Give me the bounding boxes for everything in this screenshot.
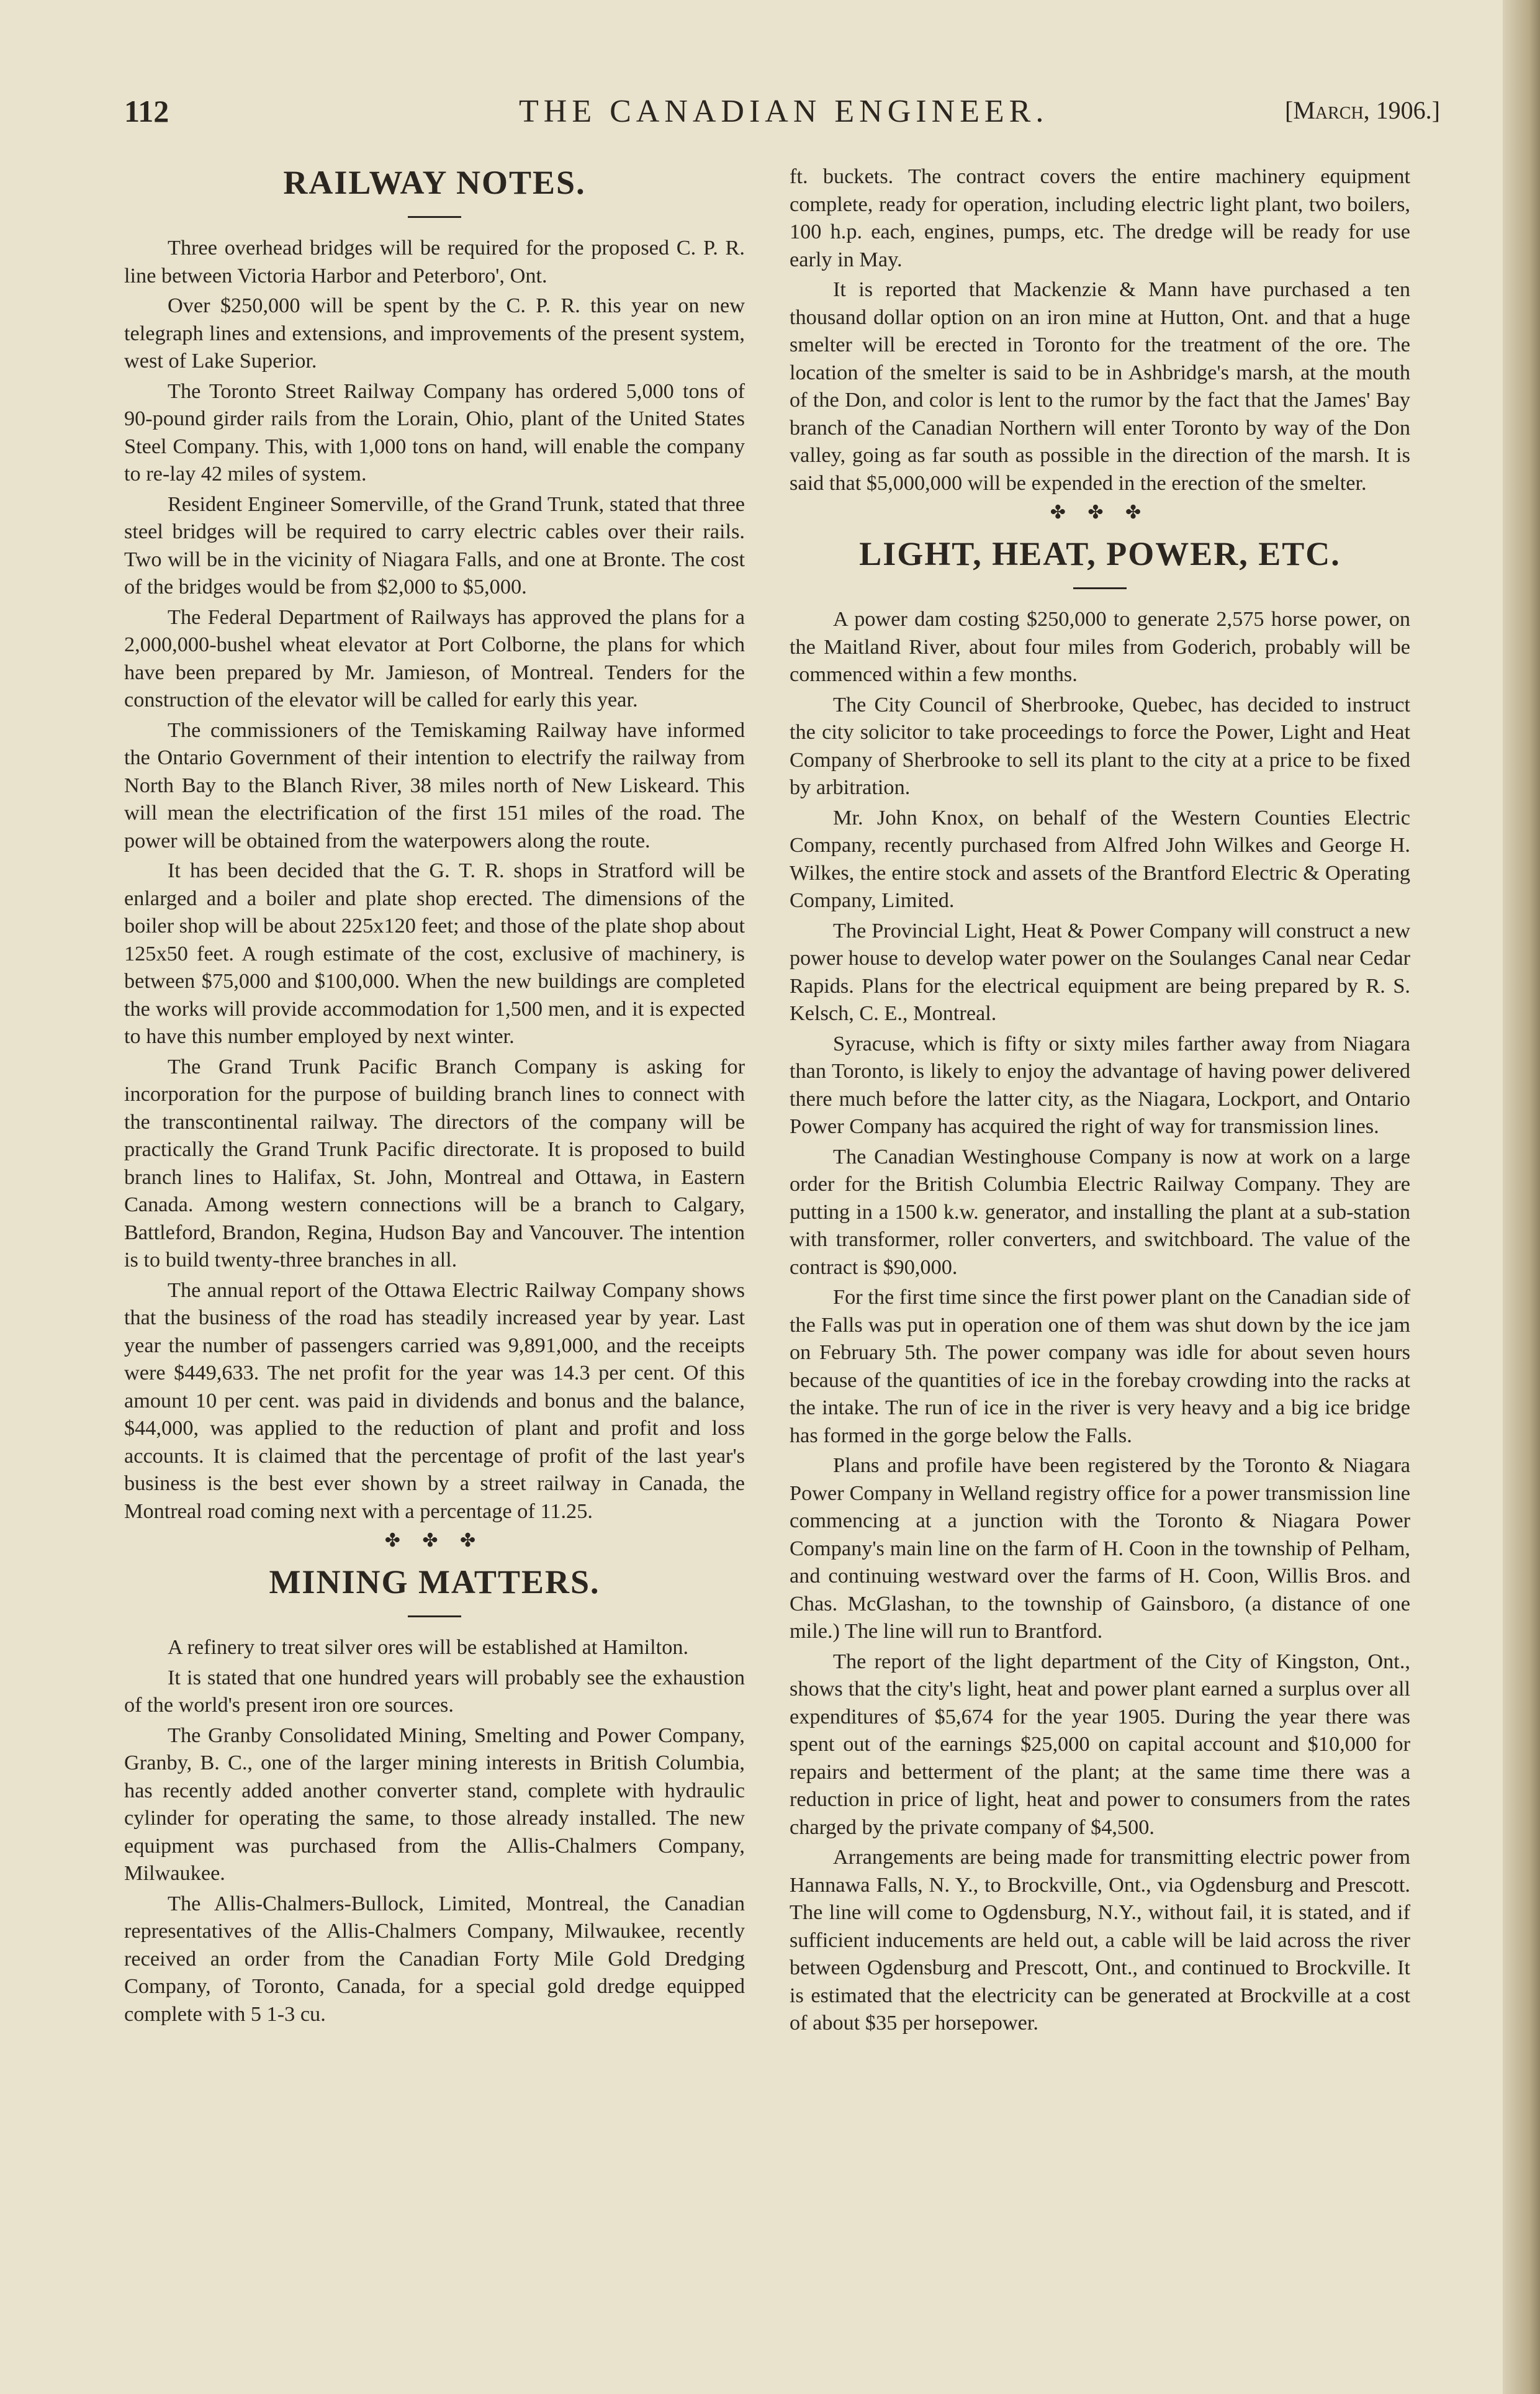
title-rule: [1073, 587, 1127, 589]
light-paragraph: Plans and profile have been registered by the Toronto & Niagara Power Company in Welland registry office for a power transmission line commencing at a junction with the Toronto & Niagara Power Company's main line on the farm of H. Coon in the township of Pelham, and continuing westward over the farms of H. Coon, Willis Bros. and Chas. McGlashan, to the township of Gainsboro, (a distance of one mile.) The line will run to Brantford.: [790, 1453, 1410, 1643]
railway-paragraph: The Toronto Street Railway Company has ordered 5,000 tons of 90-pound girder rails from the Lorain, Ohio, plant of the United States Steel Company. This, with 1,000 tons on hand, will enable the company to re-lay 42 miles of system.: [124, 379, 745, 486]
railway-paragraph: The commissioners of the Temiskaming Railway have informed the Ontario Government of their intention to electrify the railway from North Bay to the Blanch River, 38 miles north of New Liskeard. This will mean the electrification of the first 151 miles of the road. The power will be obtained from the waterpowers along the route.: [124, 718, 745, 852]
mining-paragraph: It is stated that one hundred years will probably see the exhaustion of the world's present iron ore sources.: [124, 1665, 745, 1717]
railway-paragraph: Resident Engineer Somerville, of the Grand Trunk, stated that three steel bridges will be required to carry electric cables over their rails. Two will be in the vicinity of Niagara Falls, and one at Bronte. The cost of the bridges would be from $2,000 to $5,000.: [124, 492, 745, 598]
light-paragraph: Mr. John Knox, on behalf of the Western Counties Electric Company, recently purchased from Alfred John Wilkes and George H. Wilkes, the entire stock and assets of the Brantford Electric & Operating Company, Limited.: [790, 805, 1410, 912]
title-rule: [408, 1615, 461, 1617]
mining-paragraph: The Granby Consolidated Mining, Smelting and Power Company, Granby, B. C., one of the larger mining interests in British Columbia, has recently added another converter stand, complete with hydraulic cylinder for operating the same, to those already installed. The new equipment was purchased from the Allis-Chalmers Company, Milwaukee.: [124, 1723, 745, 1885]
light-paragraph: The report of the light department of the City of Kingston, Ont., shows that the city's light, heat and power plant earned a surplus over all expenditures of $5,674 for the year 1905. During the year there was spent out of the earnings $25,000 on capital account and $10,000 for repairs and betterment of the plant; at the same time there was a reduction in price of light, heat and power to consumers from the rates charged by the private company of $4,500.: [790, 1649, 1410, 1839]
mining-continuation-paragraph: ft. buckets. The contract covers the entire machinery equipment complete, ready for operation, including electric light plant, two boilers, 100 h.p. each, engines, pumps, etc. The dredge will be ready for use early in May.: [790, 165, 1410, 271]
railway-paragraph: Over $250,000 will be spent by the C. P. R. this year on new telegraph lines and extensions, and improvements of the present system, west of Lake Superior.: [124, 294, 745, 373]
page-number: 112: [124, 94, 169, 129]
railway-paragraph: Three overhead bridges will be required for the proposed C. P. R. line between Victoria Harbor and Peterboro', Ont.: [124, 236, 745, 287]
page-edge-shadow: [1503, 0, 1540, 2394]
railway-paragraph: The annual report of the Ottawa Electric Railway Company shows that the business of the road has steadily increased year by year. Last year the number of passengers carried was 9,891,000, and the receipts were $449,633. The net profit for the year was 14.3 per cent. Of this amount 10 per cent. was paid in dividends and bonus and the balance, $44,000, was applied to the reduction of plant and profit and loss accounts. It is claimed that the percentage of profit of the last year's business is the best ever shown by a street railway in Canada, the Montreal road coming next with a percentage of 11.25.: [124, 1278, 745, 1523]
light-paragraph: For the first time since the first power plant on the Canadian side of the Falls was put in operation one of them was shut down by the ice jam on February 5th. The power company was idle for about seven hours because of the quantities of ice in the forebay crowding into the racks at the intake. The run of ice in the river is very heavy and a big ice bridge has formed in the gorge below the Falls.: [790, 1285, 1410, 1447]
section-ornament: ✤ ✤ ✤: [1050, 502, 1150, 523]
light-paragraph: Arrangements are being made for transmitting electric power from Hannawa Falls, N. Y., to Brockville, Ont., via Ogdensburg and Prescott. The line will come to Ogdensburg, N.Y., without fail, it is stated, and if sufficient inducements are held out, a cable will be laid across the river between Ogdensburg and Prescott, Ont., and continued to Brockville. It is estimated that the electricity can be generated at Brockville at a cost of about $35 per horsepower.: [790, 1845, 1410, 2035]
mining-paragraph: A refinery to treat silver ores will be established at Hamilton.: [168, 1635, 689, 1659]
issue-date: [March, 1906.]: [1285, 96, 1440, 124]
left-column: [124, 163, 745, 2030]
title-rule: [408, 216, 461, 218]
journal-title: THE CANADIAN ENGINEER.: [519, 94, 1049, 129]
right-column: [790, 163, 1410, 2039]
mining-paragraph: It is reported that Mackenzie & Mann have purchased a ten thousand dollar option on an iron mine at Hutton, Ont. and that a huge smelter will be erected in Toronto for the treatment of the ore. The location of the smelter is said to be in Ashbridge's marsh, at the mouth of the Don, and color is lent to the rumor by the fact that the James' Bay branch of the Canadian Northern will enter Toronto by way of the Don valley, going as far south as possible in the direction of the marsh. It is said that $5,000,000 will be expended in the erection of the smelter.: [790, 278, 1410, 495]
light-paragraph: The Canadian Westinghouse Company is now at work on a large order for the British Columbia Electric Railway Company. They are putting in a 1500 k.w. generator, and installing the plant at a sub-station with transformer, roller converters, and switchboard. The value of the contract is $90,000.: [790, 1144, 1410, 1279]
page-header: [124, 93, 1440, 143]
light-paragraph: Syracuse, which is fifty or sixty miles farther away from Niagara than Toronto, is likely to enjoy the advantage of having power delivered there much before the latter city, as the Niagara, Lockport, and Ontario Power Company has acquired the right of way for transmission lines.: [790, 1031, 1410, 1138]
section-title-railway-notes: RAILWAY NOTES.: [283, 164, 586, 201]
section-title-light-heat-power: LIGHT, HEAT, POWER, ETC.: [859, 535, 1341, 572]
railway-paragraph: The Grand Trunk Pacific Branch Company is asking for incorporation for the purpose of building branch lines to connect with the transcontinental railway. The directors of the company will be practically the Grand Trunk Pacific directorate. It is proposed to build branch lines to Halifax, St. John, Montreal and Ottawa, in Eastern Canada. Among western connections will be a branch to Calgary, Battleford, Brandon, Regina, Hudson Bay and Vancouver. The intention is to build twenty-three branches in all.: [124, 1054, 745, 1272]
railway-paragraph: The Federal Department of Railways has approved the plans for a 2,000,000-bushel wheat elevator at Port Colborne, the plans for which have been prepared by Mr. Jamieson, of Montreal. Tenders for the construction of the elevator will be called for early this year.: [124, 605, 745, 711]
section-title-mining-matters: MINING MATTERS.: [269, 1563, 600, 1601]
railway-paragraph: It has been decided that the G. T. R. shops in Stratford will be enlarged and a boiler and plate shop erected. The dimensions of the boiler shop will be about 225x120 feet; and those of the plate shop about 125x50 feet. A rough estimate of the cost, exclusive of machinery, is between $75,000 and $100,000. When the new buildings are completed the works will provide accommodation for 1,500 men, and it is expected to have this number employed by next winter.: [124, 859, 745, 1048]
light-paragraph: The City Council of Sherbrooke, Quebec, has decided to instruct the city solicitor to take proceedings to force the Power, Light and Heat Company of Sherbrooke to sell its plant to the city at a price to be fixed by arbitration.: [790, 692, 1410, 799]
section-ornament: ✤ ✤ ✤: [384, 1530, 485, 1551]
light-paragraph: The Provincial Light, Heat & Power Company will construct a new power house to develop water power on the Soulanges Canal near Cedar Rapids. Plans for the electrical equipment are being prepared by R. S. Kelsch, C. E., Montreal.: [790, 918, 1410, 1025]
mining-paragraph: The Allis-Chalmers-Bullock, Limited, Montreal, the Canadian representatives of the Allis-Chalmers Company, Milwaukee, recently received an order from the Canadian Forty Mile Gold Dredging Company, of Toronto, Canada, for a special gold dredge equipped complete with 5 1-3 cu.: [124, 1891, 745, 2026]
light-paragraph: A power dam costing $250,000 to generate 2,575 horse power, on the Maitland River, about four miles from Goderich, probably will be commenced within a few months.: [790, 607, 1410, 686]
